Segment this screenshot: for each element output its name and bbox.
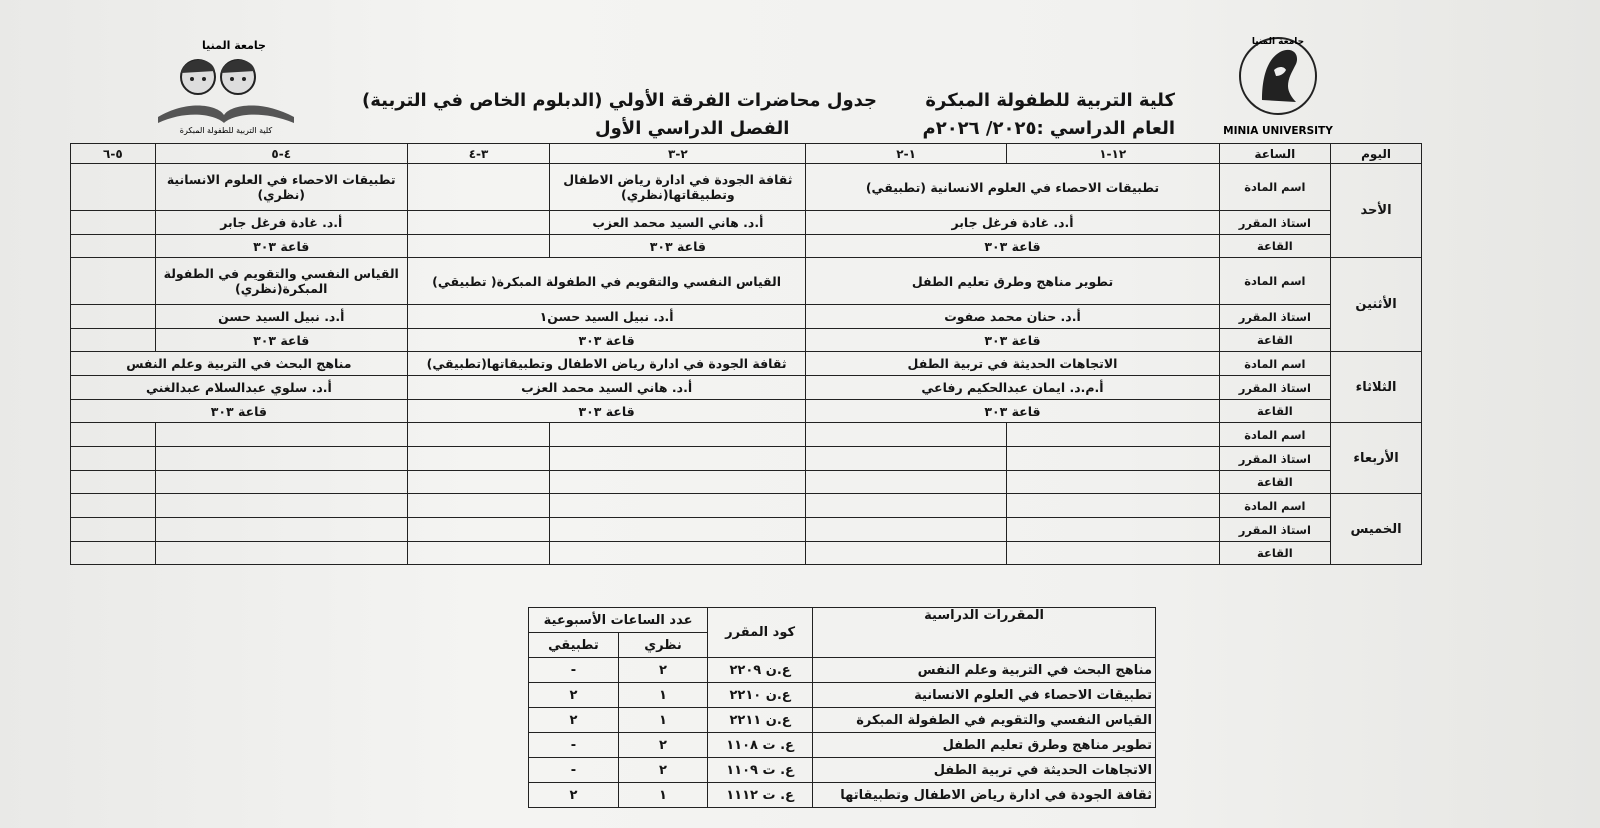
theory-header: نظري <box>618 633 707 658</box>
practical-header: تطبيقي <box>529 633 619 658</box>
schedule-cell <box>407 235 550 258</box>
day-sunday: الأحد <box>1331 164 1422 258</box>
row-label-room: القاعة <box>1219 235 1331 258</box>
practical-hours: - <box>529 758 619 783</box>
schedule-cell <box>407 471 550 494</box>
schedule-cell <box>407 494 550 518</box>
schedule-cell <box>1006 542 1219 565</box>
schedule-cell <box>155 423 407 447</box>
schedule-cell <box>550 447 806 471</box>
wednesday-room-row <box>71 471 1422 494</box>
row-label-professor: استاذ المقرر <box>1219 211 1331 235</box>
practical-hours: - <box>529 733 619 758</box>
tuesday-professor-row <box>71 376 1422 400</box>
hours-header: عدد الساعات الأسبوعية <box>529 608 708 633</box>
sunday-room-row <box>71 235 1422 258</box>
schedule-cell <box>1006 471 1219 494</box>
schedule-cell <box>1006 447 1219 471</box>
course-row <box>529 783 1156 808</box>
minia-university-logo <box>1222 30 1334 138</box>
schedule-cell <box>806 542 1006 565</box>
schedule-cell <box>71 258 156 305</box>
schedule-cell: أ.د. نبيل السيد حسن <box>155 305 407 329</box>
schedule-cell: قاعة ٣٠٣ <box>155 235 407 258</box>
schedule-cell <box>407 447 550 471</box>
day-header: اليوم <box>1331 144 1422 164</box>
sunday-professor-row <box>71 211 1422 235</box>
schedule-cell: أ.د. غادة فرغل جابر <box>155 211 407 235</box>
schedule-cell <box>155 447 407 471</box>
schedule-cell: الاتجاهات الحديثة في تربية الطفل <box>806 352 1219 376</box>
college-logo <box>148 35 304 135</box>
row-label-course: اسم المادة <box>1219 494 1331 518</box>
sunday-course-row <box>71 164 1422 211</box>
schedule-cell <box>71 447 156 471</box>
course-name: الاتجاهات الحديثة في تربية الطفل <box>813 758 1156 783</box>
schedule-cell: تطبيقات الاحصاء في العلوم الانسانية (نظري) <box>155 164 407 211</box>
row-label-room: القاعة <box>1219 329 1331 352</box>
row-label-course: اسم المادة <box>1219 423 1331 447</box>
schedule-cell <box>71 305 156 329</box>
schedule-cell: مناهج البحث في التربية وعلم النفس <box>71 352 408 376</box>
row-label-professor: استاذ المقرر <box>1219 447 1331 471</box>
course-code: ع. ت ١١١٢ <box>708 783 813 808</box>
theory-hours: ١ <box>618 683 707 708</box>
schedule-table <box>70 143 1422 565</box>
schedule-cell <box>71 235 156 258</box>
theory-hours: ١ <box>618 708 707 733</box>
practical-hours: ٢ <box>529 708 619 733</box>
schedule-cell <box>155 494 407 518</box>
monday-room-row <box>71 329 1422 352</box>
logo-title-text: جامعة المنيا <box>202 39 266 52</box>
schedule-cell: قاعة ٣٠٣ <box>71 400 408 423</box>
course-row <box>529 658 1156 683</box>
row-label-professor: استاذ المقرر <box>1219 376 1331 400</box>
schedule-cell: أ.م.د. ايمان عبدالحكيم رفاعي <box>806 376 1219 400</box>
schedule-cell: قاعة ٣٠٣ <box>806 235 1219 258</box>
practical-hours: ٢ <box>529 683 619 708</box>
monday-course-row <box>71 258 1422 305</box>
slot-header: ١٢-١ <box>1006 144 1219 164</box>
schedule-cell: أ.د. غادة فرغل جابر <box>806 211 1219 235</box>
academic-year: العام الدراسي :٢٠٢٥/ ٢٠٢٦م <box>922 118 1175 139</box>
row-label-room: القاعة <box>1219 400 1331 423</box>
schedule-cell <box>407 542 550 565</box>
logo-english-text: MINIA UNIVERSITY <box>1223 125 1333 137</box>
tuesday-room-row <box>71 400 1422 423</box>
schedule-cell <box>71 329 156 352</box>
schedule-cell <box>155 518 407 542</box>
schedule-cell: ثقافة الجودة في ادارة رياض الاطفال وتطبيقاتها(تطبيقي) <box>407 352 806 376</box>
course-code: ع. ت ١١٠٨ <box>708 733 813 758</box>
schedule-cell <box>806 471 1006 494</box>
theory-hours: ٢ <box>618 733 707 758</box>
day-tuesday: الثلاثاء <box>1331 352 1422 423</box>
schedule-cell <box>806 518 1006 542</box>
theory-hours: ٢ <box>618 758 707 783</box>
slot-header: ١-٢ <box>806 144 1006 164</box>
schedule-cell: قاعة ٣٠٣ <box>806 329 1219 352</box>
semester: الفصل الدراسي الأول <box>595 118 790 139</box>
schedule-cell <box>1006 423 1219 447</box>
schedule-cell <box>71 164 156 211</box>
course-name: مناهج البحث في التربية وعلم النفس <box>813 658 1156 683</box>
document-title: جدول محاضرات الفرقة الأولي (الدبلوم الخاص في التربية) <box>362 90 878 111</box>
schedule-cell <box>407 211 550 235</box>
course-name: القياس النفسي والتقويم في الطفولة المبكرة <box>813 708 1156 733</box>
schedule-cell <box>806 447 1006 471</box>
schedule-cell <box>1006 518 1219 542</box>
courses-header: المقررات الدراسية <box>813 608 1156 658</box>
courses-header-row <box>529 608 1156 633</box>
logo-subtitle-text: كلية التربية للطفولة المبكرة <box>179 126 273 135</box>
schedule-cell <box>550 518 806 542</box>
course-code: ع.ن ٢٢١٠ <box>708 683 813 708</box>
schedule-cell <box>155 542 407 565</box>
schedule-cell: قاعة ٣٠٣ <box>155 329 407 352</box>
course-code: ع.ن ٢٢١١ <box>708 708 813 733</box>
schedule-cell: أ.د. هاني السيد محمد العزب <box>550 211 806 235</box>
schedule-cell: قاعة ٣٠٣ <box>806 400 1219 423</box>
course-name: ثقافة الجودة في ادارة رياض الاطفال وتطبيقاتها <box>813 783 1156 808</box>
day-monday: الأثنين <box>1331 258 1422 352</box>
schedule-cell: أ.د. سلوي عبدالسلام عبدالغني <box>71 376 408 400</box>
schedule-cell <box>407 518 550 542</box>
thursday-professor-row <box>71 518 1422 542</box>
schedule-cell <box>806 423 1006 447</box>
schedule-cell <box>550 542 806 565</box>
schedule-cell: أ.د. هاني السيد محمد العزب <box>407 376 806 400</box>
slot-header: ٤-٥ <box>155 144 407 164</box>
schedule-cell <box>155 471 407 494</box>
thursday-room-row <box>71 542 1422 565</box>
theory-hours: ٢ <box>618 658 707 683</box>
slot-header: ٣-٤ <box>407 144 550 164</box>
thursday-course-row <box>71 494 1422 518</box>
row-label-course: اسم المادة <box>1219 164 1331 211</box>
logo-arabic-text: جامعة المنيا <box>1251 37 1305 47</box>
course-name: تطوير مناهج وطرق تعليم الطفل <box>813 733 1156 758</box>
course-code: ع. ت ١١٠٩ <box>708 758 813 783</box>
day-wednesday: الأربعاء <box>1331 423 1422 494</box>
schedule-header-row <box>71 144 1422 164</box>
theory-hours: ١ <box>618 783 707 808</box>
row-label-room: القاعة <box>1219 542 1331 565</box>
practical-hours: ٢ <box>529 783 619 808</box>
schedule-cell: ثقافة الجودة في ادارة رياض الاطفال وتطبيقاتها(نظري) <box>550 164 806 211</box>
schedule-cell: القياس النفسي والتقويم في الطفولة المبكرة( تطبيقي) <box>407 258 806 305</box>
practical-hours: - <box>529 658 619 683</box>
schedule-cell <box>71 423 156 447</box>
schedule-cell: تطوير مناهج وطرق تعليم الطفل <box>806 258 1219 305</box>
row-label-room: القاعة <box>1219 471 1331 494</box>
day-thursday: الخميس <box>1331 494 1422 565</box>
schedule-cell: أ.د. نبيل السيد حسن١ <box>407 305 806 329</box>
tuesday-course-row <box>71 352 1422 376</box>
schedule-cell <box>806 494 1006 518</box>
course-row <box>529 758 1156 783</box>
course-code: ع.ن ٢٢٠٩ <box>708 658 813 683</box>
course-row <box>529 683 1156 708</box>
schedule-cell <box>71 494 156 518</box>
schedule-cell <box>550 423 806 447</box>
wednesday-course-row <box>71 423 1422 447</box>
course-name: تطبيقات الاحصاء في العلوم الانسانية <box>813 683 1156 708</box>
time-header: الساعة <box>1219 144 1331 164</box>
schedule-cell <box>550 471 806 494</box>
schedule-cell: القياس النفسي والتقويم في الطفولة المبكرة(نظري) <box>155 258 407 305</box>
schedule-cell <box>71 471 156 494</box>
schedule-cell: قاعة ٣٠٣ <box>407 400 806 423</box>
slot-header: ٥-٦ <box>71 144 156 164</box>
course-row <box>529 733 1156 758</box>
row-label-course: اسم المادة <box>1219 352 1331 376</box>
schedule-cell <box>550 494 806 518</box>
code-header: كود المقرر <box>708 608 813 658</box>
schedule-cell <box>407 164 550 211</box>
schedule-cell <box>71 211 156 235</box>
row-label-professor: استاذ المقرر <box>1219 518 1331 542</box>
wednesday-professor-row <box>71 447 1422 471</box>
schedule-cell: قاعة ٣٠٣ <box>550 235 806 258</box>
schedule-cell: قاعة ٣٠٣ <box>407 329 806 352</box>
schedule-cell: تطبيقات الاحصاء في العلوم الانسانية (تطبيقي) <box>806 164 1219 211</box>
row-label-professor: استاذ المقرر <box>1219 305 1331 329</box>
schedule-cell <box>1006 494 1219 518</box>
row-label-course: اسم المادة <box>1219 258 1331 305</box>
schedule-cell: أ.د. حنان محمد صفوت <box>806 305 1219 329</box>
schedule-cell <box>407 423 550 447</box>
college-name: كلية التربية للطفولة المبكرة <box>925 90 1175 111</box>
course-row <box>529 708 1156 733</box>
courses-table <box>528 607 1156 808</box>
schedule-cell <box>71 542 156 565</box>
slot-header: ٢-٣ <box>550 144 806 164</box>
schedule-cell <box>71 518 156 542</box>
monday-professor-row <box>71 305 1422 329</box>
